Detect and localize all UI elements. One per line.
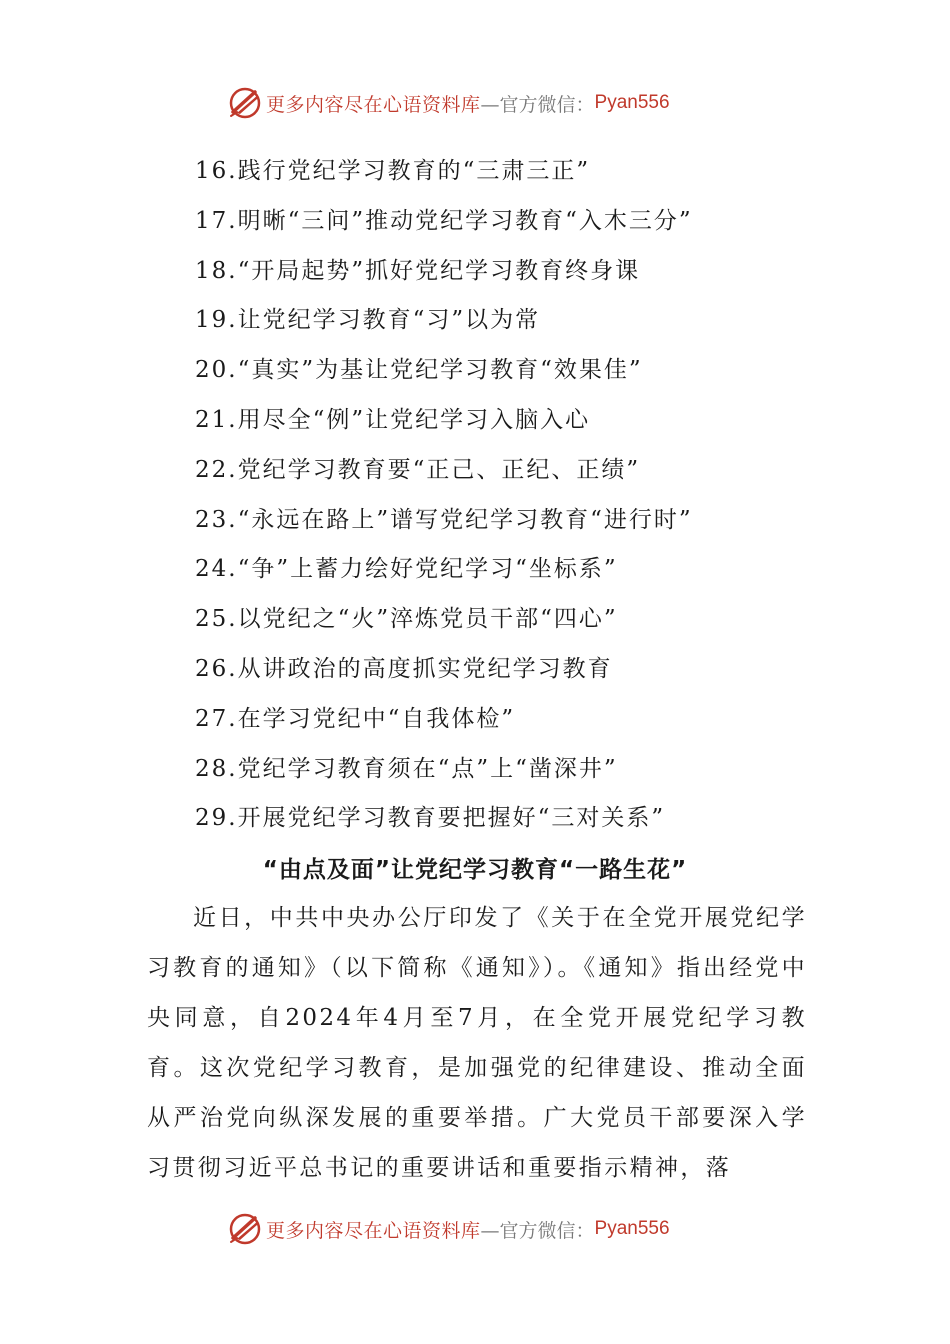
list-item: 17.明晰“三问”推动党纪学习教育“入木三分” bbox=[195, 207, 693, 234]
list-item: 22.党纪学习教育要“正己、正纪、正绩” bbox=[195, 456, 641, 483]
list-item: 24.“争”上蓄力绘好党纪学习“坐标系” bbox=[195, 556, 618, 583]
banner-wechat-label: —官方微信： bbox=[480, 1219, 595, 1242]
footer-banner bbox=[228, 1209, 728, 1249]
banner-wechat-label: —官方微信： bbox=[480, 93, 595, 116]
list-item: 26.从讲政治的高度抓实党纪学习教育 bbox=[195, 655, 613, 682]
banner-slogan: 更多内容尽在心语资料库 bbox=[266, 93, 481, 116]
list-item: 27.在学习党纪中“自我体检” bbox=[195, 705, 516, 732]
banner-wechat-id: Pyan556 bbox=[594, 1218, 670, 1239]
list-item: 20.“真实”为基让党纪学习教育“效果佳” bbox=[195, 357, 643, 384]
banner-slogan: 更多内容尽在心语资料库 bbox=[266, 1219, 481, 1242]
list-item: 16.践行党纪学习教育的“三肃三正” bbox=[195, 158, 591, 184]
list-item: 19.让党纪学习教育“习”以为常 bbox=[195, 307, 541, 334]
list-item: 21.用尽全“例”让党纪学习入脑入心 bbox=[195, 406, 591, 433]
title-list bbox=[195, 147, 693, 844]
article-title: “由点及面”让党纪学习教育“一路生花” bbox=[262, 857, 688, 883]
list-item: 18.“开局起势”抓好党纪学习教育终身课 bbox=[195, 257, 641, 284]
banner-wechat-id: Pyan556 bbox=[594, 92, 670, 113]
article-paragraph: 近日，中共中央办公厅印发了《关于在全党开展党纪学习教育的通知》（以下简称《通知》）。《通知》指出经党中央同意，自2024年4月至7月，在全党开展党纪学习教育。这次党纪学习教育，是加强党的纪律建设、推动全面从严治党向纵深发展的重要举措。广大党员干部要深入学习贯彻习近平总书记的重要讲话和重要指示精神，落 bbox=[147, 905, 807, 1181]
list-item: 23.“永远在路上”谱写党纪学习教育“进行时” bbox=[195, 506, 693, 533]
pen-logo-icon bbox=[228, 1212, 262, 1246]
list-item: 28.党纪学习教育须在“点”上“凿深井” bbox=[195, 755, 618, 782]
list-item: 25.以党纪之“火”淬炼党员干部“四心” bbox=[195, 606, 618, 633]
list-item: 29.开展党纪学习教育要把握好“三对关系” bbox=[195, 805, 666, 832]
pen-logo-icon bbox=[228, 86, 262, 120]
header-banner bbox=[228, 83, 728, 123]
